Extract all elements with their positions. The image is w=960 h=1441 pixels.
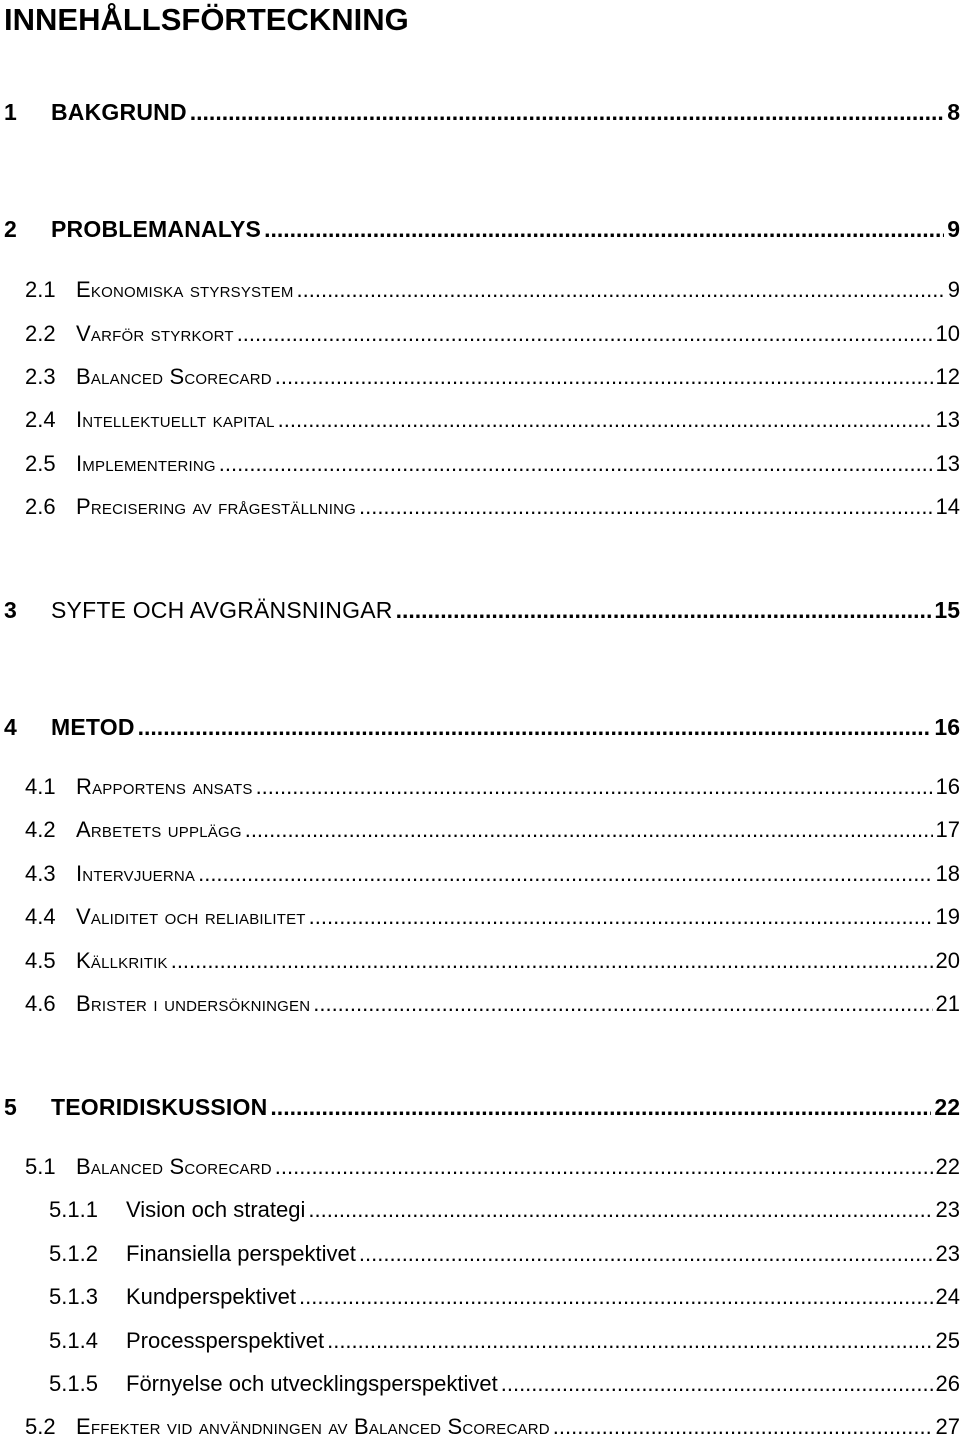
toc-entry-label: BAKGRUND <box>51 99 187 125</box>
toc-leader-dots <box>190 98 944 126</box>
toc-entry-1[interactable] <box>4 98 960 126</box>
toc-entry-page: 14 <box>935 494 960 519</box>
toc-entry-2-4[interactable] <box>25 406 960 434</box>
toc-entry-2[interactable] <box>4 215 960 243</box>
toc-entry-number: 2.6 <box>25 494 56 519</box>
toc-entry-5-1-1[interactable] <box>49 1196 960 1224</box>
toc-leader-dots <box>501 1370 933 1398</box>
toc-entry-page: 16 <box>935 774 960 799</box>
toc-leader-dots <box>171 947 933 975</box>
toc-entry-number: 4.3 <box>25 861 56 886</box>
toc-leader-dots <box>309 903 933 931</box>
toc-entry-page: 21 <box>935 991 960 1016</box>
toc-entry-page: 9 <box>947 277 960 302</box>
toc-entry-5[interactable] <box>4 1093 960 1121</box>
toc-entry-label: Balanced Scorecard <box>76 1154 272 1179</box>
toc-entry-label: Intervjuerna <box>76 861 196 886</box>
toc-leader-dots <box>245 816 933 844</box>
toc-entry-label: Validitet och reliabilitet <box>76 904 306 929</box>
toc-entry-5-2[interactable] <box>25 1413 960 1441</box>
toc-leader-dots <box>327 1327 932 1355</box>
toc-entry-page: 17 <box>935 817 960 842</box>
toc-entry-5-1[interactable] <box>25 1153 960 1181</box>
toc-entry-2-6[interactable] <box>25 493 960 521</box>
toc-entry-page: 25 <box>935 1328 960 1353</box>
toc-entry-4-1[interactable] <box>25 773 960 801</box>
toc-entry-label: Källkritik <box>76 948 168 973</box>
toc-entry-4-6[interactable] <box>25 990 960 1018</box>
toc-entry-label: METOD <box>51 714 135 740</box>
toc-entry-number: 5.1.4 <box>49 1328 98 1353</box>
toc-entry-page: 8 <box>947 99 960 125</box>
toc-leader-dots <box>198 860 932 888</box>
toc-entry-label: Arbetets upplägg <box>76 817 242 842</box>
toc-entry-3[interactable] <box>4 596 960 624</box>
toc-entry-number: 5.1.1 <box>49 1197 98 1222</box>
toc-entry-page: 13 <box>935 407 960 432</box>
toc-entry-page: 26 <box>935 1371 960 1396</box>
toc-entry-4-5[interactable] <box>25 947 960 975</box>
toc-entry-page: 22 <box>934 1094 960 1120</box>
toc-entry-page: 24 <box>935 1284 960 1309</box>
toc-entry-number: 4.4 <box>25 904 56 929</box>
toc-entry-number: 2.4 <box>25 407 56 432</box>
toc-leader-dots <box>278 406 933 434</box>
toc-entry-number: 4 <box>4 714 17 740</box>
toc-leader-dots <box>219 450 933 478</box>
toc-leader-dots <box>359 1240 933 1268</box>
toc-leader-dots <box>313 990 932 1018</box>
toc-entry-label: Precisering av frågeställning <box>76 494 356 519</box>
toc-entry-label: Intellektuellt kapital <box>76 407 275 432</box>
toc-entry-label: Förnyelse och utvecklingsperspektivet <box>126 1371 498 1396</box>
toc-entry-number: 2.2 <box>25 321 56 346</box>
toc-entry-number: 4.1 <box>25 774 56 799</box>
toc-leader-dots <box>308 1196 932 1224</box>
toc-leader-dots <box>359 493 933 521</box>
toc-entry-label: Kundperspektivet <box>126 1284 296 1309</box>
toc-title: INNEHÅLLSFÖRTECKNING <box>4 2 409 37</box>
toc-entry-number: 2 <box>4 216 17 242</box>
toc-leader-dots <box>256 773 933 801</box>
toc-leader-dots <box>264 215 944 243</box>
toc-entry-number: 5.1.5 <box>49 1371 98 1396</box>
toc-entry-2-2[interactable] <box>25 320 960 348</box>
toc-entry-number: 3 <box>4 597 17 623</box>
toc-entry-2-3[interactable] <box>25 363 960 391</box>
toc-entry-number: 5.2 <box>25 1414 56 1439</box>
toc-entry-label: Finansiella perspektivet <box>126 1241 356 1266</box>
toc-entry-number: 5.1.2 <box>49 1241 98 1266</box>
toc-entry-5-1-5[interactable] <box>49 1370 960 1398</box>
toc-leader-dots <box>275 363 933 391</box>
toc-entry-page: 18 <box>935 861 960 886</box>
toc-entry-page: 23 <box>935 1241 960 1266</box>
toc-entry-page: 15 <box>934 597 960 623</box>
toc-entry-number: 5.1.3 <box>49 1284 98 1309</box>
toc-entry-5-1-4[interactable] <box>49 1327 960 1355</box>
toc-entry-4-2[interactable] <box>25 816 960 844</box>
toc-leader-dots <box>299 1283 933 1311</box>
toc-entry-label: PROBLEMANALYS <box>51 216 262 242</box>
toc-entry-number: 4.2 <box>25 817 56 842</box>
toc-entry-number: 2.5 <box>25 451 56 476</box>
toc-entry-4[interactable] <box>4 713 960 741</box>
toc-entry-number: 2.3 <box>25 364 56 389</box>
toc-entry-5-1-2[interactable] <box>49 1240 960 1268</box>
toc-entry-4-3[interactable] <box>25 860 960 888</box>
toc-leader-dots <box>237 320 933 348</box>
toc-leader-dots <box>396 596 932 624</box>
toc-entry-2-5[interactable] <box>25 450 960 478</box>
toc-entry-5-1-3[interactable] <box>49 1283 960 1311</box>
toc-entry-page: 9 <box>947 216 960 242</box>
toc-entry-number: 5 <box>4 1094 17 1120</box>
toc-entry-page: 22 <box>935 1154 960 1179</box>
toc-entry-page: 12 <box>935 364 960 389</box>
toc-entry-page: 16 <box>934 714 960 740</box>
toc-entry-label: Effekter vid användningen av Balanced Scorecard <box>76 1414 550 1439</box>
toc-entry-page: 13 <box>935 451 960 476</box>
toc-entry-page: 23 <box>935 1197 960 1222</box>
toc-entry-label: Rapportens ansats <box>76 774 253 799</box>
toc-entry-label: Processperspektivet <box>126 1328 325 1353</box>
toc-leader-dots <box>270 1093 931 1121</box>
toc-entry-label: Implementering <box>76 451 216 476</box>
toc-entry-label: Balanced Scorecard <box>76 364 272 389</box>
toc-leader-dots <box>297 276 945 304</box>
toc-entry-label: Varför styrkort <box>76 321 234 346</box>
toc-entry-page: 10 <box>935 321 960 346</box>
toc-entry-2-1[interactable] <box>25 276 960 304</box>
toc-entry-page: 20 <box>935 948 960 973</box>
toc-entry-number: 4.6 <box>25 991 56 1016</box>
toc-entry-label: Vision och strategi <box>126 1197 306 1222</box>
toc-leader-dots <box>138 713 932 741</box>
toc-entry-number: 4.5 <box>25 948 56 973</box>
toc-entry-page: 19 <box>935 904 960 929</box>
toc-entry-label: SYFTE OCH AVGRÄNSNINGAR <box>51 597 393 623</box>
toc-entry-number: 2.1 <box>25 277 56 302</box>
toc-leader-dots <box>275 1153 933 1181</box>
toc-entry-page: 27 <box>935 1414 960 1439</box>
toc-entry-number: 1 <box>4 99 17 125</box>
toc-entry-label: Brister i undersökningen <box>76 991 311 1016</box>
toc-entry-label: TEORIDISKUSSION <box>51 1094 268 1120</box>
toc-entry-4-4[interactable] <box>25 903 960 931</box>
toc-entry-label: Ekonomiska styrsystem <box>76 277 294 302</box>
toc-entry-number: 5.1 <box>25 1154 56 1179</box>
toc-leader-dots <box>553 1413 933 1441</box>
